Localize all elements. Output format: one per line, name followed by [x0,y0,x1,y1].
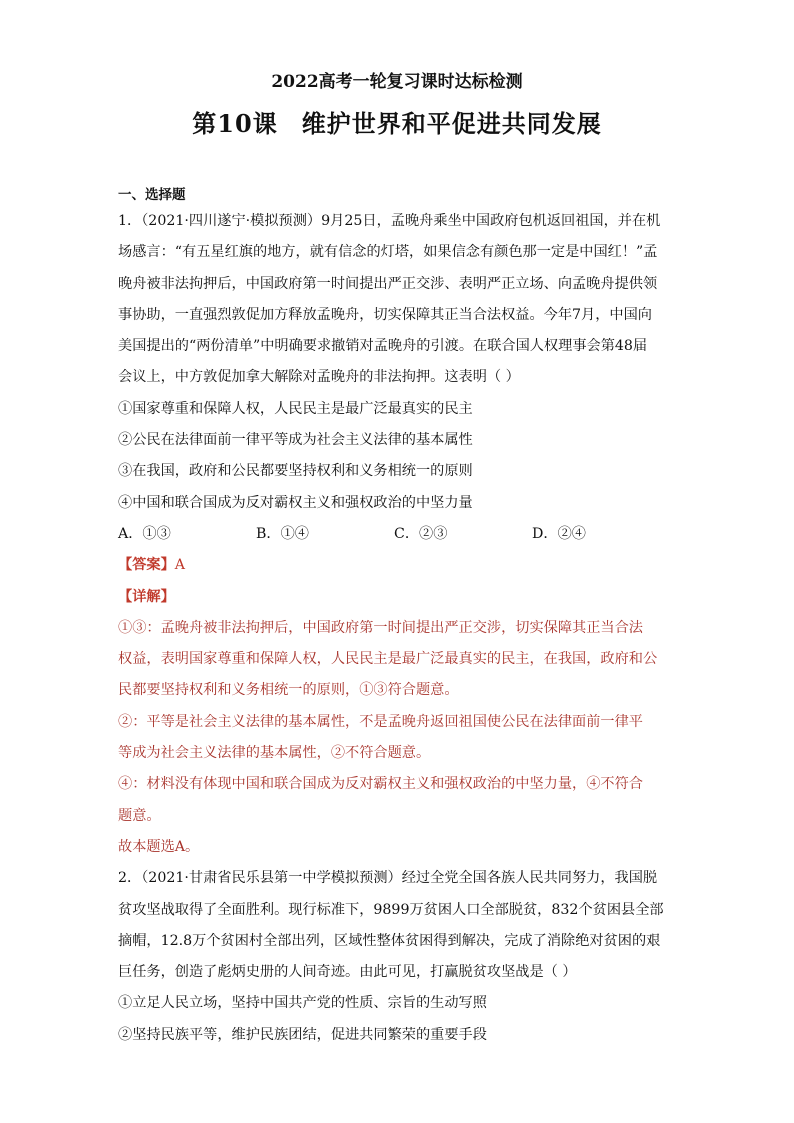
question-1 [118,206,678,863]
question-stem-line: 美国提出的“两份清单”中明确要求撤销对孟晚舟的引渡。在联合国人权理事会第48届 [118,338,648,355]
statement-item: ④中国和联合国成为反对霸权主义和强权政治的中坚力量 [118,494,473,511]
lesson-title [0,108,794,140]
question-stem-line: 会议上，中方敦促加拿大解除对孟晚舟的非法拘押。这表明（ ） [118,369,520,386]
option-a: A．①③ [118,525,171,542]
question-stem-line: 摘帽，12.8万个贫困村全部出列，区域性整体贫困得到解决，完成了消除绝对贫困的艰 [118,932,661,949]
question-stem-line: 巨任务，创造了彪炳史册的人间奇迹。由此可见，打赢脱贫攻坚战是（ ） [118,964,577,981]
explanation-line: 权益，表明国家尊重和保障人权，人民民主是最广泛最真实的民主，在我国，政府和公 [118,651,658,668]
option-b: B．①④ [256,525,309,542]
question-stem-line: 场感言：“有五星红旗的地方，就有信念的灯塔，如果信念有颜色那一定是中国红！”孟 [118,244,658,261]
option-d: D．②④ [532,525,586,542]
statement-item: ①国家尊重和保障人权，人民民主是最广泛最真实的民主 [118,400,473,417]
question-content [118,184,678,1051]
explanation-line: ②：平等是社会主义法律的基本属性，不是孟晚舟返回祖国使公民在法律面前一律平 [118,713,643,730]
explanation-line: ④：材料没有体现中国和联合国成为反对霸权主义和强权政治的中坚力量，④不符合 [118,776,643,793]
question-stem-line: 2．（2021·甘肃省民乐县第一中学模拟预测）经过全党全国各族人民共同努力，我国脱 [118,870,658,887]
question-2 [118,863,678,1051]
explanation-line: 民都要坚持权利和义务相统一的原则，①③符合题意。 [118,682,459,699]
explanation-line: ①③：孟晚舟被非法拘押后，中国政府第一时间提出严正交涉，切实保障其正当合法 [118,619,643,636]
statement-item: ①立足人民立场，坚持中国共产党的性质、宗旨的生动写照 [118,995,487,1012]
option-c: C．②③ [394,525,448,542]
section-label: 一、选择题 [118,187,186,203]
document-title: 2022高考一轮复习课时达标检测 [271,72,523,92]
answer-line [118,550,678,581]
lesson-number: 第10课 [192,109,278,138]
answer-value: A [174,557,186,574]
conclusion-line: 故本题选A。 [118,838,200,855]
question-stem-line: 1．（2021·四川遂宁·模拟预测）9月25日，孟晚舟乘坐中国政府包机返回祖国，并在机 [118,213,661,229]
question-stem-line: 贫攻坚战取得了全面胜利。现行标准下，9899万贫困人口全部脱贫，832个贫困县全部 [118,901,664,918]
answer-label: 【答案】 [118,557,175,574]
question-stem-line: 事协助，一直强烈敦促加方释放孟晚舟，切实保障其正当合法权益。今年7月，中国向 [118,306,652,323]
answer-options [118,519,678,550]
statement-item: ③在我国，政府和公民都要坚持权利和义务相统一的原则 [118,463,473,480]
explanation-line: 题意。 [118,807,161,824]
lesson-name: 维护世界和平促进共同发展 [301,109,602,138]
question-stem-line: 晚舟被非法拘押后，中国政府第一时间提出严正交涉、表明严正立场、向孟晚舟提供领 [118,275,658,292]
statement-item: ②公民在法律面前一律平等成为社会主义法律的基本属性 [118,432,473,449]
statement-item: ②坚持民族平等，维护民族团结，促进共同繁荣的重要手段 [118,1026,487,1043]
explanation-line: 等成为社会主义法律的基本属性，②不符合题意。 [118,745,431,762]
explanation-label: 【详解】 [118,588,175,605]
